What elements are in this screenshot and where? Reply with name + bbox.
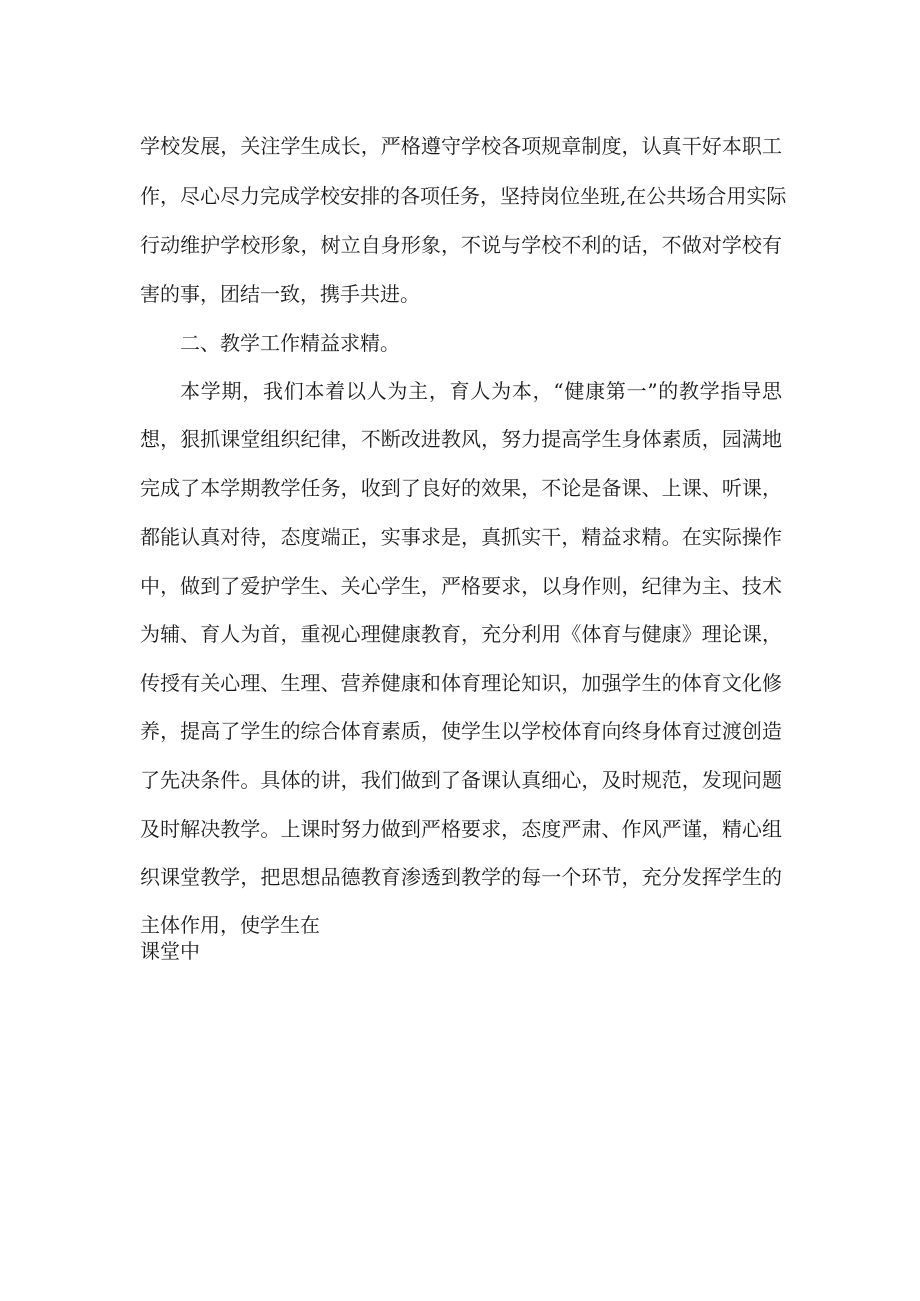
text-line: 都能认真对待，态度端正，实事求是，真抓实干，精益求精。在实际操作 (140, 525, 782, 549)
text-line: 为辅、育人为首，重视心理健康教育，充分利用《体育与健康》理论课， (140, 622, 782, 646)
text-line: 行动维护学校形象，树立自身形象，不说与学校不利的话，不做对学校有 (140, 233, 782, 257)
text-line: 想，狠抓课堂组织纪律，不断改进教风，努力提高学生身体素质，园满地 (140, 427, 782, 451)
text-line: 主体作用，使学生在 (140, 913, 320, 937)
text-line: 织课堂教学，把思想品德教育渗透到教学的每一个环节，充分发挥学生的 (140, 865, 782, 889)
text-line: 作，尽心尽力完成学校安排的各项任务，坚持岗位坐班,在公共场合用实际 (140, 184, 787, 208)
text-line: 课堂中 (140, 939, 200, 963)
section-heading: 二、教学工作精益求精。 (180, 331, 400, 355)
text-line: 传授有关心理、生理、营养健康和体育理论知识，加强学生的体育文化修 (140, 671, 782, 695)
text-line: 学校发展，关注学生成长，严格遵守学校各项规章制度，认真干好本职工 (140, 134, 782, 158)
text-line: 中，做到了爱护学生、关心学生，严格要求，以身作则，纪律为主、技术 (140, 574, 782, 598)
text-line: 了先决条件。具体的讲，我们做到了备课认真细心，及时规范，发现问题 (140, 768, 782, 792)
text-line: 本学期，我们本着以人为主，育人为本，“健康第一”的教学指导思 (180, 379, 782, 403)
text-line: 害的事，团结一致，携手共进。 (140, 282, 420, 306)
text-line: 养，提高了学生的综合体育素质，使学生以学校体育向终身体育过渡创造 (140, 719, 782, 743)
text-line: 完成了本学期教学任务，收到了良好的效果，不论是备课、上课、听课， (140, 476, 782, 500)
text-line: 及时解决教学。上课时努力做到严格要求，态度严肃、作风严谨，精心组 (140, 817, 782, 841)
